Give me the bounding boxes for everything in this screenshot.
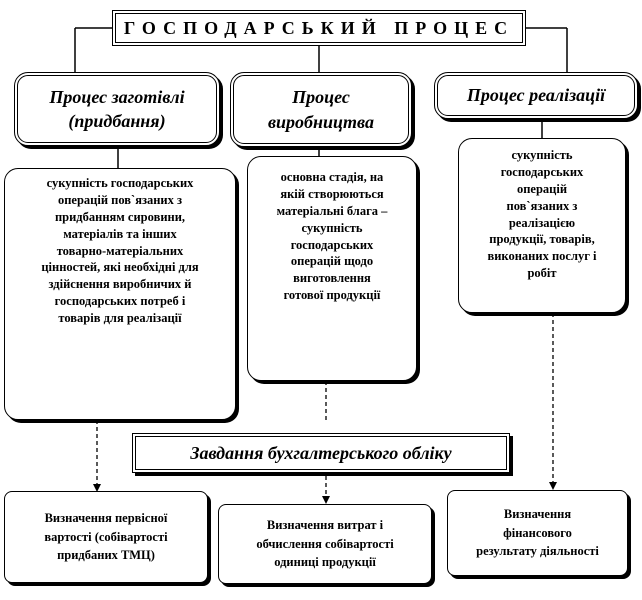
process-box-production bbox=[230, 72, 412, 147]
result-initial-cost-text: Визначення первісної вартості (собівартості придбаних ТМЦ) bbox=[44, 510, 168, 563]
process-box-procurement bbox=[14, 72, 220, 146]
tasks-title bbox=[132, 433, 510, 473]
main-title-text: ГОСПОДАРСЬКИЙ ПРОЦЕС bbox=[123, 17, 515, 38]
description-box-procurement bbox=[4, 168, 236, 420]
result-financial-result-text: Визначення фінансового результату діяльності bbox=[476, 506, 599, 559]
process-production-label: Процес виробництва bbox=[268, 87, 374, 132]
description-procurement-text: сукупність господарських операцій пов`язаних з придбанням сировини, матеріалів та інших товарно-матеріальних цінностей, які необхідні для здійснення виробничих й господарських потреб і товарів для реалізації bbox=[41, 176, 199, 325]
description-sales-text: сукупність господарських операцій пов`язаних з реалізацією продукції, товарів, виконаних послуг і робіт bbox=[487, 148, 597, 281]
description-box-sales bbox=[458, 138, 626, 313]
main-title bbox=[112, 10, 526, 46]
result-box-initial-cost bbox=[4, 491, 208, 583]
description-box-production bbox=[247, 156, 417, 381]
result-box-production-cost bbox=[218, 504, 432, 584]
process-sales-label: Процес реалізації bbox=[466, 85, 606, 106]
description-production-text: основна стадія, на якій створюються матеріальні блага – сукупність господарських операцій щодо виготовлення готової продукції bbox=[276, 170, 388, 303]
result-production-cost-text: Визначення витрат і обчислення собівартості одиниці продукції bbox=[256, 517, 394, 570]
process-procurement-label: Процес заготівлі (придбання) bbox=[49, 86, 185, 131]
tasks-title-text: Завдання бухгалтерського обліку bbox=[190, 442, 452, 463]
process-box-sales bbox=[434, 72, 638, 119]
result-box-financial-result bbox=[447, 490, 628, 576]
